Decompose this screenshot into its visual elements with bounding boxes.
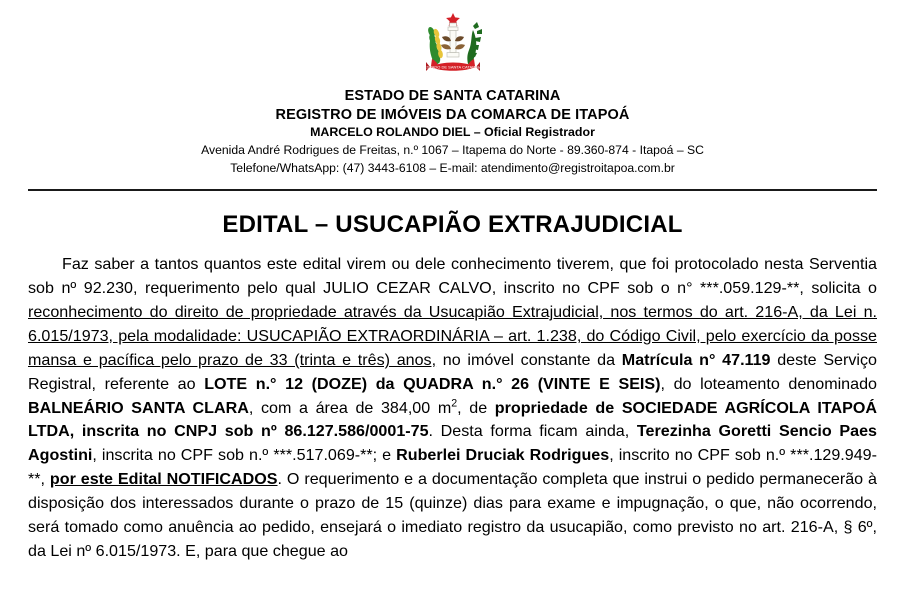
edital-body [28, 253, 877, 564]
body-area-superscript: 2 [451, 397, 458, 410]
header-contact-line: Telefone/WhatsApp: (47) 3443-6108 – E-mail: atendimento@registroitapoa.com.br [230, 160, 675, 175]
body-owner-lead: , de [457, 398, 495, 417]
body-lote-quadra: LOTE n.° 12 (DOZE) da QUADRA n.° 26 (VINTE E SEIS) [204, 374, 661, 393]
header-address-line: Avenida André Rodrigues de Freitas, n.º 1067 – Itapema do Norte - 89.360-874 - Itapoá – SC [201, 142, 704, 157]
body-cpf-person-2: , inscrito no CPF sob n.º ***.129.949-**, [28, 446, 877, 489]
body-loteamento-lead: , do loteamento denominado [660, 374, 877, 393]
page-title: EDITAL – USUCAPIÃO EXTRAJUDICIAL [222, 211, 683, 239]
body-matricula-number: Matrícula n° 47.119 [621, 350, 771, 369]
emblem-container [28, 0, 877, 87]
body-owner-company: propriedade de SOCIEDADE AGRÍCOLA ITAPOÁ LTDA, inscrita no CNPJ sob nº 86.127.586/0001-75 [28, 398, 877, 441]
registry-header [28, 87, 877, 176]
body-notified-person-2: Ruberlei Druciak Rodrigues [396, 446, 610, 465]
body-intro: Faz saber a tantos quantos este edital virem ou dele conhecimento tiverem, que foi protocolado nesta Serventia sob nº 92.230, requerimento pelo qual JULIO CEZAR CALVO, inscrito no CPF sob o n° ***.059.129-**, solicita o [28, 255, 877, 298]
body-area-text: , com a área de 384,00 m [248, 398, 452, 417]
header-officer-line: MARCELO ROLANDO DIEL – Oficial Registrador [310, 125, 595, 140]
header-divider [28, 189, 877, 194]
header-registry-line: REGISTRO DE IMÓVEIS DA COMARCA DE ITAPOÁ [275, 106, 630, 123]
header-state-line: ESTADO DE SANTA CATARINA [344, 88, 561, 104]
body-registral-service: deste Serviço Registral, referente ao [28, 350, 877, 393]
body-matricula-lead: no imóvel constante da [436, 350, 622, 369]
body-cpf-person-1: , inscrita no CPF sob n.º ***.517.069-**; e [92, 446, 397, 465]
body-notified-person-1: Terezinha Goretti Sencio Paes Agostini [28, 422, 877, 465]
body-notification-clause: por este Edital NOTIFICADOS [49, 470, 278, 489]
santa-catarina-coat-of-arms-icon [420, 9, 486, 83]
body-notified-lead: . Desta forma ficam ainda, [428, 422, 637, 441]
body-closing: . O requerimento e a documentação completa que instrui o pedido permanecerão à disposição dos interessados durante o prazo de 15 (quinze) dias para exame e impugnação, o que, não ocorrendo, será tomado como anuência ao pedido, ensejará o imediato registro da usucapião, como previsto no art. 216-A, § 6º, da Lei nº 6.015/1973. E, para que chegue ao [28, 470, 877, 560]
body-underlined-claim: reconhecimento do direito de propriedade através da Usucapião Extrajudicial, nos termos do art. 216-A, da Lei n. 6.015/1973, pela modalidade: USUCAPIÃO EXTRAORDINÁRIA – art. 1.238, do Código Civil, pelo exercício da posse mansa e pacífica pelo prazo de 33 (trinta e três) anos, [28, 302, 877, 369]
svg-text:ESTADO DE SANTA CATARINA: ESTADO DE SANTA CATARINA [423, 64, 482, 70]
body-loteamento-name: BALNEÁRIO SANTA CLARA [28, 398, 249, 417]
